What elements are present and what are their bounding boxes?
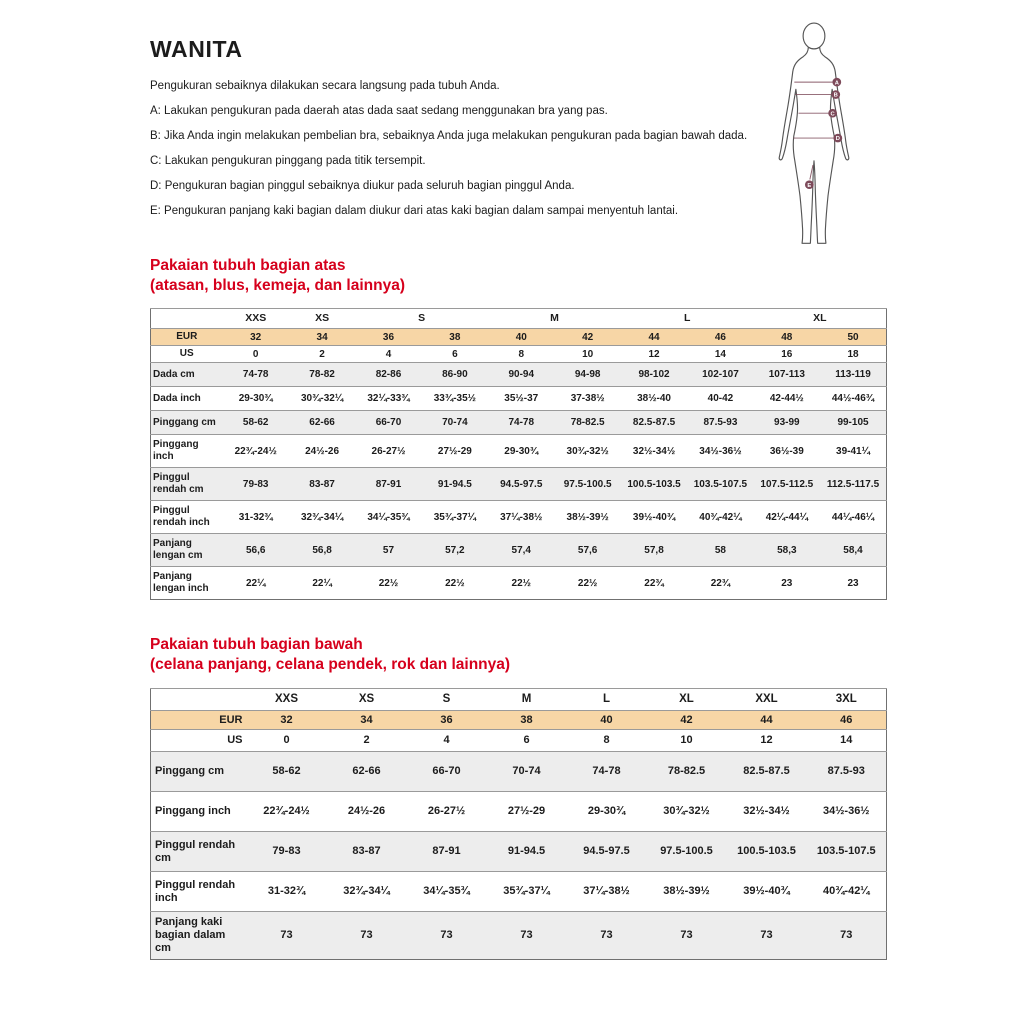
size-value-cell: 44¼-46¼	[831, 511, 875, 523]
size-value-cell: 22¾-24½	[234, 445, 277, 457]
size-value-cell: 27½-29	[437, 445, 472, 457]
size-value-cell: 40¾-42¼	[823, 885, 870, 897]
size-value-cell: 38½-39½	[663, 885, 710, 897]
corner-cell	[151, 309, 223, 329]
size-value-cell: 90-94	[488, 363, 554, 387]
size-value-cell: 73	[727, 912, 807, 960]
size-value-cell: 22¾-24½	[263, 805, 310, 817]
size-group-label-xl: XL	[679, 693, 694, 705]
size-value-cell: 44½-46¾	[831, 393, 875, 404]
size-value-cell: 83-87	[289, 468, 355, 501]
row-label: EUR	[151, 329, 223, 346]
size-value-cell: 33¾-35½	[433, 393, 476, 404]
size-group-label-xxs: XXS	[245, 312, 267, 324]
row-label: Pinggul rendah cm	[151, 468, 223, 501]
size-value-cell: 22½	[511, 577, 531, 589]
row-label: EUR	[151, 711, 247, 730]
marker-e-icon	[805, 180, 814, 189]
size-value-cell: 38½-40	[637, 393, 671, 404]
size-value-cell: 57,2	[422, 534, 488, 567]
measurement-row	[151, 752, 887, 792]
size-value-cell: 94-98	[554, 363, 620, 387]
size-value-cell: 91-94.5	[487, 832, 567, 872]
size-value-cell: 29-30¾	[587, 805, 626, 817]
size-value-cell: 12	[760, 734, 773, 746]
size-value-cell: 39½-40¾	[632, 511, 676, 523]
size-value-cell: 73	[247, 912, 327, 960]
size-value-cell: 8	[518, 348, 525, 360]
size-value-cell: 12	[648, 348, 660, 360]
size-header-row	[151, 689, 887, 711]
size-value-cell: 94.5-97.5	[567, 832, 647, 872]
instruction-line: C: Lakukan pengukuran pinggang pada titik tersempit.	[150, 155, 426, 167]
size-value-cell: 31-32¾	[238, 511, 273, 523]
size-value-cell: 97.5-100.5	[647, 832, 727, 872]
size-value-cell: 73	[807, 912, 887, 960]
row-label: Pinggul rendah cm	[151, 832, 247, 872]
size-value-cell: 27½-29	[507, 805, 546, 817]
size-value-cell: 57,6	[554, 534, 620, 567]
size-value-cell: 56,8	[289, 534, 355, 567]
instruction-line: D: Pengukuran bagian pinggul sebaiknya diukur pada seluruh bagian pinggul Anda.	[150, 180, 575, 192]
size-value-cell: 36	[407, 711, 487, 730]
size-value-cell: 82.5-87.5	[621, 411, 687, 435]
measurement-row	[151, 872, 887, 912]
size-value-cell: 103.5-107.5	[807, 832, 887, 872]
size-value-cell: 39-41¼	[836, 445, 870, 457]
measurement-row	[151, 411, 887, 435]
size-value-cell: 87-91	[355, 468, 421, 501]
row-label: Pinggang inch	[153, 439, 199, 462]
size-value-cell: 39½-40¾	[743, 885, 790, 897]
instruction-line: A: Lakukan pengukuran pada daerah atas dada saat sedang menggunakan bra yang pas.	[150, 105, 608, 117]
corner-cell	[151, 689, 247, 711]
size-value-cell: 32¼-33¾	[367, 393, 410, 404]
size-value-cell: 87.5-93	[807, 752, 887, 792]
size-value-cell: 66-70	[355, 411, 421, 435]
size-value-cell: 74-78	[223, 363, 289, 387]
size-value-cell: 18	[847, 348, 859, 360]
measurement-row	[151, 792, 887, 832]
lower-body-size-table	[150, 688, 887, 960]
measurement-row	[151, 329, 887, 346]
intro-text: Pengukuran sebaiknya dilakukan secara langsung pada tubuh Anda.	[150, 80, 500, 92]
size-value-cell: 82-86	[355, 363, 421, 387]
measurement-row	[151, 387, 887, 411]
instruction-line: E: Pengukuran panjang kaki bagian dalam diukur dari atas kaki bagian dalam sampai menyentuh lantai.	[150, 205, 679, 217]
size-value-cell: 26-27½	[371, 445, 406, 457]
size-value-cell: 73	[567, 912, 647, 960]
measurement-row	[151, 711, 887, 730]
size-value-cell: 78-82.5	[647, 752, 727, 792]
size-value-cell: 87-91	[407, 832, 487, 872]
size-value-cell: 35¾-37¼	[503, 885, 550, 897]
page-title: WANITA	[150, 36, 243, 62]
size-value-cell: 34¼-35¾	[367, 511, 410, 523]
size-value-cell: 2	[363, 734, 370, 746]
size-value-cell: 40	[488, 329, 554, 346]
size-value-cell: 58-62	[247, 752, 327, 792]
size-group-label-xs: XS	[358, 693, 375, 705]
size-value-cell: 24½-26	[347, 805, 386, 817]
row-label: Panjang kaki bagian dalam cm	[151, 912, 247, 960]
size-value-cell: 22½	[445, 577, 465, 589]
size-value-cell: 22½	[577, 577, 598, 589]
size-value-cell: 10	[582, 348, 594, 360]
size-value-cell: 14	[714, 348, 726, 360]
size-value-cell: 0	[283, 734, 290, 746]
size-group-label-s: S	[418, 312, 426, 324]
size-group-label-xxs: XXS	[274, 693, 298, 705]
row-label: Panjang lengan inch	[153, 571, 209, 594]
row-label: Pinggang cm	[151, 411, 223, 435]
size-value-cell: 107.5-112.5	[754, 468, 820, 501]
size-value-cell: 8	[603, 734, 610, 746]
size-value-cell: 99-105	[820, 411, 886, 435]
size-group-label-xl: XL	[813, 312, 827, 324]
measurement-instructions	[150, 80, 800, 230]
size-value-cell: 42	[647, 711, 727, 730]
body-measurement-figure	[758, 22, 870, 250]
size-value-cell: 37-38½	[570, 393, 605, 404]
upper-heading-line1: Pakaian tubuh bagian atas	[150, 257, 346, 274]
size-value-cell: 35¾-37¼	[433, 511, 476, 523]
size-value-cell: 78-82	[289, 363, 355, 387]
row-label: Pinggul rendah inch	[155, 878, 236, 904]
marker-c-icon	[828, 109, 837, 118]
row-label: Pinggang cm	[151, 752, 247, 792]
size-value-cell: 86-90	[422, 363, 488, 387]
marker-b-icon	[831, 90, 840, 99]
size-value-cell: 56,6	[223, 534, 289, 567]
size-value-cell: 23	[847, 577, 859, 589]
figure-head	[803, 23, 825, 49]
size-group-label-l: L	[602, 693, 611, 705]
size-value-cell: 83-87	[327, 832, 407, 872]
figure-body-outline	[779, 47, 849, 243]
size-value-cell: 40-42	[707, 393, 734, 404]
row-label: US	[179, 348, 194, 359]
size-value-cell: 34¼-35¾	[423, 885, 470, 897]
size-value-cell: 22¾	[710, 577, 731, 589]
size-value-cell: 46	[807, 711, 887, 730]
size-value-cell: 29-30¾	[504, 445, 539, 457]
size-value-cell: 79-83	[247, 832, 327, 872]
row-label: Pinggul rendah inch	[153, 505, 210, 528]
size-value-cell: 30¾-32½	[566, 445, 609, 457]
size-value-cell: 79-83	[223, 468, 289, 501]
row-label: Pinggang inch	[155, 805, 231, 817]
size-value-cell: 42¼-44¼	[765, 511, 808, 523]
size-value-cell: 97.5-100.5	[554, 468, 620, 501]
size-value-cell: 22¾	[644, 577, 664, 589]
size-value-cell: 66-70	[407, 752, 487, 792]
size-value-cell: 22¼	[312, 577, 332, 589]
svg-text:B: B	[833, 92, 838, 99]
size-value-cell: 32½-34½	[632, 445, 676, 457]
size-value-cell: 34½-36½	[823, 805, 870, 817]
size-value-cell: 29-30¾	[238, 393, 273, 404]
size-value-cell: 103.5-107.5	[687, 468, 753, 501]
size-value-cell: 112.5-117.5	[820, 468, 886, 501]
size-value-cell: 57	[355, 534, 421, 567]
size-value-cell: 38½-39½	[566, 511, 609, 523]
size-value-cell: 38	[422, 329, 488, 346]
size-value-cell: 78-82.5	[554, 411, 620, 435]
size-value-cell: 98-102	[621, 363, 687, 387]
size-value-cell: 57,4	[488, 534, 554, 567]
svg-text:D: D	[835, 136, 840, 143]
measurement-row	[151, 730, 887, 752]
size-value-cell: 58,4	[820, 534, 886, 567]
measurement-row	[151, 363, 887, 387]
size-value-cell: 31-32¾	[267, 885, 306, 897]
size-value-cell: 2	[319, 348, 325, 360]
size-value-cell: 94.5-97.5	[488, 468, 554, 501]
size-value-cell: 16	[781, 348, 793, 360]
size-value-cell: 113-119	[820, 363, 886, 387]
size-value-cell: 30¾-32½	[663, 805, 710, 817]
size-value-cell: 40¾-42¼	[699, 511, 742, 523]
measurement-row	[151, 501, 887, 534]
measurement-row	[151, 534, 887, 567]
measurement-row	[151, 832, 887, 872]
size-value-cell: 70-74	[487, 752, 567, 792]
size-value-cell: 32¾-34¼	[300, 511, 344, 523]
size-group-label-xxl: XXL	[755, 693, 778, 705]
svg-text:A: A	[834, 80, 839, 87]
row-label: US	[227, 734, 243, 746]
size-value-cell: 32	[223, 329, 289, 346]
upper-table-container	[150, 308, 887, 600]
lower-heading-line1: Pakaian tubuh bagian bawah	[150, 636, 363, 653]
svg-text:E: E	[807, 182, 812, 189]
size-value-cell: 73	[327, 912, 407, 960]
size-value-cell: 34	[327, 711, 407, 730]
size-group-label-s: S	[442, 693, 451, 705]
size-value-cell: 62-66	[327, 752, 407, 792]
size-value-cell: 14	[840, 734, 853, 746]
size-value-cell: 73	[407, 912, 487, 960]
size-value-cell: 62-66	[289, 411, 355, 435]
size-header-row	[151, 309, 887, 329]
size-value-cell: 6	[452, 348, 458, 360]
size-value-cell: 10	[680, 734, 693, 746]
svg-text:C: C	[830, 111, 835, 118]
size-value-cell: 34	[289, 329, 355, 346]
marker-a-icon	[832, 78, 841, 87]
size-value-cell: 22¼	[245, 577, 266, 589]
size-value-cell: 57,8	[621, 534, 687, 567]
size-group-label-3xl: 3XL	[835, 693, 857, 705]
instruction-line: B: Jika Anda ingin melakukan pembelian bra, sebaiknya Anda juga melakukan pengukuran pada bagian bawah dada.	[150, 130, 748, 142]
row-label: Dada cm	[151, 363, 223, 387]
size-value-cell: 58	[687, 534, 753, 567]
size-value-cell: 37¼-38½	[583, 885, 630, 897]
size-group-label-m: M	[550, 312, 559, 324]
size-value-cell: 44	[727, 711, 807, 730]
size-value-cell: 100.5-103.5	[621, 468, 687, 501]
size-value-cell: 23	[781, 577, 793, 589]
size-value-cell: 6	[523, 734, 530, 746]
size-value-cell: 32¾-34¼	[343, 885, 390, 897]
size-value-cell: 82.5-87.5	[727, 752, 807, 792]
measurement-row	[151, 468, 887, 501]
size-group-label-m: M	[521, 693, 532, 705]
instructions-list	[150, 105, 800, 218]
size-value-cell: 93-99	[754, 411, 820, 435]
marker-d-icon	[833, 134, 842, 143]
size-value-cell: 50	[820, 329, 886, 346]
size-value-cell: 32½-34½	[743, 805, 790, 817]
size-value-cell: 38	[487, 711, 567, 730]
size-value-cell: 107-113	[754, 363, 820, 387]
size-value-cell: 42-44½	[769, 393, 804, 404]
size-value-cell: 44	[621, 329, 687, 346]
size-value-cell: 4	[385, 348, 392, 360]
measurement-row	[151, 435, 887, 468]
upper-body-size-table	[150, 308, 887, 600]
row-label: Dada inch	[153, 392, 201, 404]
size-value-cell: 30¾-32¼	[300, 393, 344, 404]
size-value-cell: 58,3	[754, 534, 820, 567]
size-value-cell: 22½	[378, 577, 399, 589]
size-value-cell: 32	[247, 711, 327, 730]
size-value-cell: 0	[252, 348, 259, 360]
size-group-label-l: L	[684, 312, 691, 324]
size-value-cell: 58-62	[223, 411, 289, 435]
size-value-cell: 37¼-38½	[500, 511, 543, 523]
size-value-cell: 102-107	[687, 363, 753, 387]
upper-table-heading	[150, 256, 405, 296]
upper-heading-line2: (atasan, blus, kemeja, dan lainnya)	[150, 277, 405, 294]
size-value-cell: 70-74	[422, 411, 488, 435]
row-label: Panjang lengan cm	[151, 534, 223, 567]
size-value-cell: 73	[487, 912, 567, 960]
size-value-cell: 36	[355, 329, 421, 346]
size-value-cell: 4	[443, 734, 450, 746]
size-value-cell: 24½-26	[305, 445, 340, 457]
measurement-row	[151, 567, 887, 600]
size-value-cell: 26-27½	[427, 805, 466, 817]
measurement-row	[151, 346, 887, 363]
size-value-cell: 40	[567, 711, 647, 730]
lower-heading-line2: (celana panjang, celana pendek, rok dan lainnya)	[150, 656, 511, 673]
lower-table-heading	[150, 635, 510, 675]
size-value-cell: 36½-39	[769, 445, 804, 457]
size-value-cell: 91-94.5	[422, 468, 488, 501]
measurement-row	[151, 912, 887, 960]
size-value-cell: 74-78	[488, 411, 554, 435]
size-value-cell: 34½-36½	[699, 445, 742, 457]
lower-table-container	[150, 688, 887, 960]
size-value-cell: 46	[687, 329, 753, 346]
size-value-cell: 35½-37	[504, 393, 539, 404]
size-value-cell: 87.5-93	[687, 411, 753, 435]
size-group-label-xs: XS	[315, 312, 330, 324]
size-value-cell: 100.5-103.5	[727, 832, 807, 872]
size-value-cell: 73	[647, 912, 727, 960]
size-value-cell: 42	[554, 329, 620, 346]
size-value-cell: 74-78	[567, 752, 647, 792]
size-value-cell: 48	[754, 329, 820, 346]
